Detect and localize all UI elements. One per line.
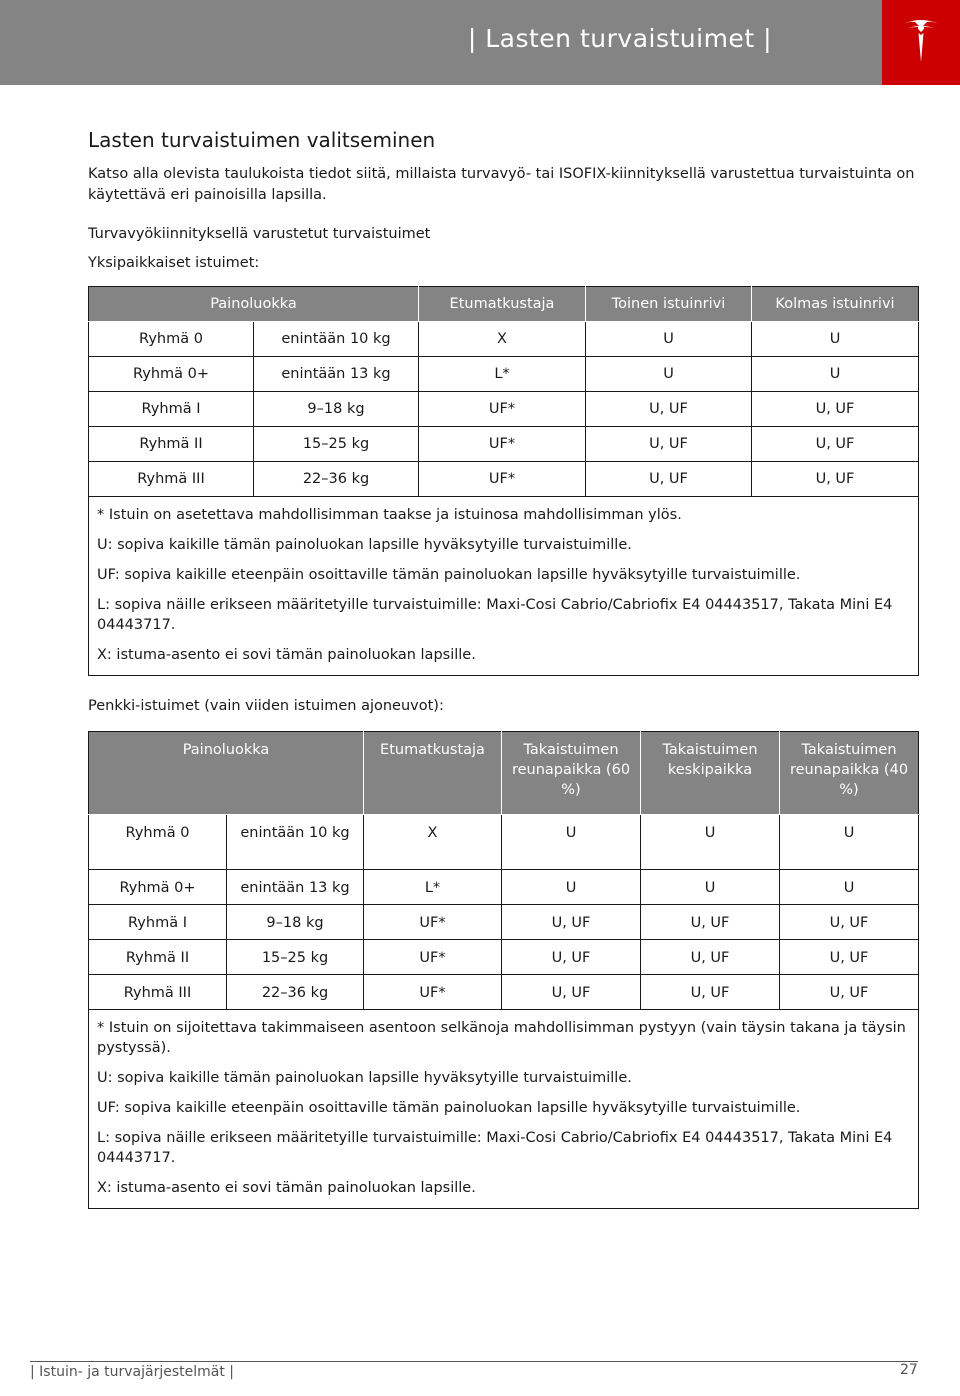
note-item: UF: sopiva kaikille eteenpäin osoittaville tämän painoluokan lapsille hyväksytyille turvaistuimille. xyxy=(97,567,801,583)
col-header-rear-outboard-40: Takaistuimen reunapaikka (40 %) xyxy=(780,732,919,815)
table-cell: Ryhmä 0+ xyxy=(89,357,254,392)
table-cell: UF* xyxy=(364,975,502,1010)
table-cell: U xyxy=(752,322,919,357)
col-header-front-passenger: Etumatkustaja xyxy=(364,732,502,815)
table-cell: U, UF xyxy=(752,392,919,427)
table-cell: L* xyxy=(419,357,586,392)
table-row xyxy=(89,940,919,975)
col-header-weight-class: Painoluokka xyxy=(89,732,364,815)
table-cell: Ryhmä I xyxy=(89,392,254,427)
table-cell: UF* xyxy=(364,905,502,940)
table-row xyxy=(89,870,919,905)
table-cell: Ryhmä 0 xyxy=(89,322,254,357)
table-cell: U xyxy=(641,870,780,905)
col-header-third-row: Kolmas istuinrivi xyxy=(752,287,919,322)
table-cell: U, UF xyxy=(780,940,919,975)
table-cell: enintään 10 kg xyxy=(254,322,419,357)
table-cell: enintään 10 kg xyxy=(227,815,364,870)
table-notes-row xyxy=(89,1010,919,1209)
table-row xyxy=(89,427,919,462)
table-cell: enintään 13 kg xyxy=(254,357,419,392)
table-cell: U, UF xyxy=(586,427,752,462)
table-cell: X xyxy=(364,815,502,870)
table-cell: enintään 13 kg xyxy=(227,870,364,905)
table-cell: U, UF xyxy=(641,940,780,975)
table-cell: Ryhmä II xyxy=(89,427,254,462)
page-number: 27 xyxy=(900,1362,918,1378)
table-cell: U, UF xyxy=(641,905,780,940)
table-cell: Ryhmä 0+ xyxy=(89,870,227,905)
table-cell: UF* xyxy=(364,940,502,975)
col-header-rear-outboard-60: Takaistuimen reunapaikka (60 %) xyxy=(502,732,641,815)
table-cell: U, UF xyxy=(780,975,919,1010)
table-row xyxy=(89,905,919,940)
table-notes xyxy=(89,1010,919,1209)
table-header-row xyxy=(89,287,919,322)
table-row xyxy=(89,462,919,497)
table-cell: U xyxy=(641,815,780,870)
note-item: UF: sopiva kaikille eteenpäin osoittaville tämän painoluokan lapsille hyväksytyille turvaistuimille. xyxy=(97,1100,801,1116)
table-row xyxy=(89,815,919,870)
note-item: U: sopiva kaikille tämän painoluokan lapsille hyväksytyille turvaistuimille. xyxy=(97,1070,632,1086)
table-cell: U, UF xyxy=(586,392,752,427)
table-cell: U, UF xyxy=(641,975,780,1010)
table-cell: U xyxy=(780,815,919,870)
table-cell: 15–25 kg xyxy=(227,940,364,975)
note-item: L: sopiva näille erikseen määritetyille turvaistuimille: Maxi-Cosi Cabrio/Cabriofix E4 04443517, Takata Mini E4 04443717. xyxy=(97,597,893,633)
table-cell: Ryhmä 0 xyxy=(89,815,227,870)
header-bar xyxy=(0,0,882,85)
table-header-row xyxy=(89,732,919,815)
section-title: Lasten turvaistuimen valitseminen xyxy=(88,128,436,152)
note-item: U: sopiva kaikille tämän painoluokan lapsille hyväksytyille turvaistuimille. xyxy=(97,537,632,553)
table-cell: Ryhmä III xyxy=(89,975,227,1010)
table-cell: 15–25 kg xyxy=(254,427,419,462)
table-cell: Ryhmä II xyxy=(89,940,227,975)
table-cell: U xyxy=(586,322,752,357)
table-cell: UF* xyxy=(419,427,586,462)
table-cell: 22–36 kg xyxy=(227,975,364,1010)
single-seats-label: Yksipaikkaiset istuimet: xyxy=(88,255,260,271)
col-header-weight-class: Painoluokka xyxy=(89,287,419,322)
col-header-second-row: Toinen istuinrivi xyxy=(586,287,752,322)
table-cell: U, UF xyxy=(586,462,752,497)
note-item: X: istuma-asento ei sovi tämän painoluokan lapsille. xyxy=(97,1180,476,1196)
table-cell: U, UF xyxy=(502,940,641,975)
table-cell: X xyxy=(419,322,586,357)
single-seats-table xyxy=(88,286,919,676)
table-cell: U xyxy=(502,870,641,905)
table-cell: U xyxy=(502,815,641,870)
table-cell: U, UF xyxy=(502,975,641,1010)
table-cell: 9–18 kg xyxy=(227,905,364,940)
brand-logo-box xyxy=(882,0,960,85)
col-header-front-passenger: Etumatkustaja xyxy=(419,287,586,322)
footer-section-name: | Istuin- ja turvajärjestelmät | xyxy=(30,1364,235,1380)
table-cell: 22–36 kg xyxy=(254,462,419,497)
bench-seats-label: Penkki-istuimet (vain viiden istuimen ajoneuvot): xyxy=(88,698,444,714)
table-cell: U xyxy=(780,870,919,905)
tesla-logo-icon xyxy=(901,18,941,64)
col-header-rear-center: Takaistuimen keskipaikka xyxy=(641,732,780,815)
table-row xyxy=(89,322,919,357)
table-cell: Ryhmä III xyxy=(89,462,254,497)
table-cell: UF* xyxy=(419,392,586,427)
table-row xyxy=(89,392,919,427)
footer-divider xyxy=(30,1361,918,1362)
table-row xyxy=(89,975,919,1010)
intro-paragraph: Katso alla olevista taulukoista tiedot siitä, millaista turvavyö- tai ISOFIX-kiinnityksellä varustettua turvaistuinta on käytettävä eri painoisilla lapsilla. xyxy=(88,166,915,203)
table-row xyxy=(89,357,919,392)
table-cell: U, UF xyxy=(752,462,919,497)
table-cell: U xyxy=(586,357,752,392)
table-cell: U, UF xyxy=(780,905,919,940)
subheading-belt-seats: Turvavyökiinnityksellä varustetut turvaistuimet xyxy=(88,226,431,242)
table-cell: Ryhmä I xyxy=(89,905,227,940)
table-cell: U, UF xyxy=(502,905,641,940)
table-cell: U, UF xyxy=(752,427,919,462)
table-notes xyxy=(89,497,919,676)
note-item: * Istuin on asetettava mahdollisimman taakse ja istuinosa mahdollisimman ylös. xyxy=(97,507,682,523)
bench-seats-table xyxy=(88,731,919,1209)
table-notes-row xyxy=(89,497,919,676)
table-cell: UF* xyxy=(419,462,586,497)
main-content xyxy=(88,128,918,1229)
note-item: * Istuin on sijoitettava takimmaiseen asentoon selkänoja mahdollisimman pystyyn (vain täysin takana ja täysin pystyssä). xyxy=(97,1020,906,1056)
table-cell: 9–18 kg xyxy=(254,392,419,427)
table-cell: L* xyxy=(364,870,502,905)
table-cell: U xyxy=(752,357,919,392)
page-title: | Lasten turvaistuimet | xyxy=(467,24,772,53)
note-item: L: sopiva näille erikseen määritetyille turvaistuimille: Maxi-Cosi Cabrio/Cabriofix E4 04443517, Takata Mini E4 04443717. xyxy=(97,1130,893,1166)
note-item: X: istuma-asento ei sovi tämän painoluokan lapsille. xyxy=(97,647,476,663)
